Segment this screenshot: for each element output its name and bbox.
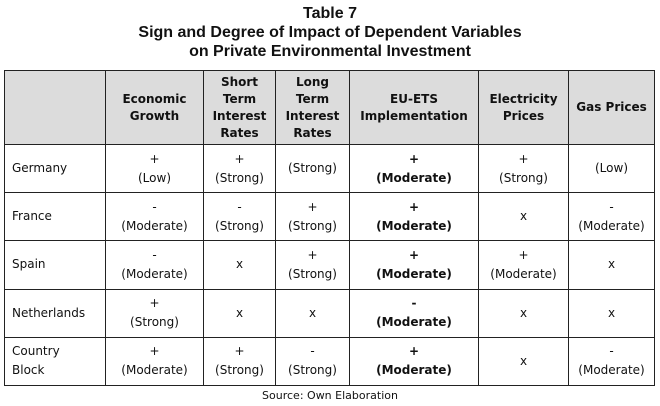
impact-sign: + bbox=[234, 344, 245, 359]
column-header-line: Rates bbox=[220, 125, 259, 140]
table-row bbox=[5, 289, 655, 337]
table-cell bbox=[106, 241, 204, 289]
column-header-line: Economic bbox=[122, 91, 187, 106]
impact-sign: - bbox=[152, 247, 157, 262]
row-header bbox=[5, 193, 106, 241]
table-row bbox=[5, 337, 655, 385]
table-number: Table 7 bbox=[303, 5, 357, 22]
column-header-line: Long bbox=[295, 74, 330, 89]
impact-degree: (Moderate) bbox=[376, 266, 452, 281]
impact-sign: x bbox=[235, 305, 244, 320]
impact-sign: + bbox=[408, 151, 420, 166]
table-cell bbox=[569, 289, 655, 337]
impact-sign: x bbox=[607, 305, 616, 320]
table-cell bbox=[276, 193, 350, 241]
impact-degree: (Moderate) bbox=[578, 218, 645, 233]
table-cell bbox=[569, 241, 655, 289]
source-note: Source: Own Elaboration bbox=[262, 389, 398, 402]
column-header bbox=[569, 71, 655, 145]
table-caption-line-1: Sign and Degree of Impact of Dependent Variables bbox=[138, 24, 522, 41]
row-header-line: Country bbox=[12, 344, 60, 359]
column-header-line: Prices bbox=[502, 108, 545, 123]
table-cell bbox=[106, 337, 204, 385]
table-title bbox=[0, 4, 660, 61]
row-header bbox=[5, 337, 106, 385]
table-cell bbox=[350, 145, 479, 193]
table-cell bbox=[350, 193, 479, 241]
table-header bbox=[5, 71, 655, 145]
impact-sign: - bbox=[609, 344, 614, 359]
table-cell bbox=[106, 145, 204, 193]
impact-sign: + bbox=[408, 247, 420, 262]
impact-degree: (Moderate) bbox=[376, 315, 452, 330]
impact-sign: - bbox=[310, 344, 315, 359]
impact-degree: (Moderate) bbox=[376, 363, 452, 378]
impact-sign: x bbox=[607, 257, 616, 272]
impact-degree: (Strong) bbox=[288, 218, 337, 233]
table-row bbox=[5, 193, 655, 241]
impact-sign: + bbox=[307, 247, 318, 262]
header-row bbox=[5, 71, 655, 145]
impact-degree: (Moderate) bbox=[121, 363, 188, 378]
table-cell bbox=[204, 145, 276, 193]
column-header-line: Term bbox=[295, 91, 330, 106]
impact-sign: - bbox=[237, 199, 242, 214]
impact-degree: (Strong) bbox=[288, 161, 337, 176]
table-cell bbox=[276, 289, 350, 337]
table-cell bbox=[479, 193, 569, 241]
table-cell bbox=[106, 289, 204, 337]
impact-sign: + bbox=[234, 151, 245, 166]
impact-table bbox=[4, 70, 655, 386]
column-header bbox=[106, 71, 204, 145]
impact-sign: + bbox=[518, 151, 529, 166]
impact-sign: + bbox=[408, 344, 420, 359]
row-header-line: Spain bbox=[12, 257, 46, 272]
impact-sign: + bbox=[307, 199, 318, 214]
impact-degree: (Moderate) bbox=[578, 363, 645, 378]
impact-degree: (Strong) bbox=[288, 363, 337, 378]
row-header-line: Netherlands bbox=[12, 305, 86, 320]
table-cell bbox=[204, 241, 276, 289]
table-cell bbox=[204, 193, 276, 241]
impact-degree: (Strong) bbox=[215, 218, 264, 233]
column-header-line: EU-ETS bbox=[390, 91, 438, 106]
row-header bbox=[5, 241, 106, 289]
impact-degree: (Strong) bbox=[288, 266, 337, 281]
column-header-line: Implementation bbox=[360, 108, 468, 123]
impact-sign: x bbox=[519, 353, 528, 368]
table-cell bbox=[276, 241, 350, 289]
impact-degree: (Strong) bbox=[499, 170, 548, 185]
table-cell bbox=[569, 337, 655, 385]
impact-degree: (Strong) bbox=[130, 315, 179, 330]
row-header-line: Germany bbox=[12, 161, 68, 176]
impact-sign: + bbox=[149, 344, 160, 359]
impact-degree: (Moderate) bbox=[121, 218, 188, 233]
table-caption-line-2: on Private Environmental Investment bbox=[189, 43, 471, 60]
table-cell bbox=[350, 289, 479, 337]
table-cell bbox=[204, 289, 276, 337]
table-cell bbox=[479, 337, 569, 385]
impact-sign: x bbox=[519, 209, 528, 224]
row-header bbox=[5, 145, 106, 193]
column-header-line: Term bbox=[222, 91, 257, 106]
table-cell bbox=[479, 241, 569, 289]
impact-sign: - bbox=[609, 199, 614, 214]
column-header-line: Short bbox=[220, 74, 259, 89]
column-header-line: Gas Prices bbox=[576, 100, 647, 114]
impact-sign: x bbox=[308, 305, 317, 320]
impact-sign: - bbox=[411, 296, 417, 311]
table-cell bbox=[569, 193, 655, 241]
table-cell bbox=[350, 241, 479, 289]
impact-degree: (Strong) bbox=[215, 170, 264, 185]
column-header bbox=[350, 71, 479, 145]
table-cell bbox=[569, 145, 655, 193]
table-cell bbox=[479, 289, 569, 337]
row-header-line: Block bbox=[12, 363, 45, 378]
impact-degree: (Low) bbox=[595, 161, 628, 176]
table-cell bbox=[350, 337, 479, 385]
impact-degree: (Moderate) bbox=[376, 218, 452, 233]
impact-sign: + bbox=[408, 199, 420, 214]
impact-sign: + bbox=[518, 247, 529, 262]
table-body bbox=[5, 145, 655, 386]
impact-sign: x bbox=[519, 305, 528, 320]
impact-degree: (Moderate) bbox=[490, 266, 557, 281]
column-header-line: Interest bbox=[285, 108, 340, 123]
table-row bbox=[5, 241, 655, 289]
table-cell bbox=[276, 337, 350, 385]
column-header bbox=[204, 71, 276, 145]
column-header bbox=[479, 71, 569, 145]
impact-sign: - bbox=[152, 199, 157, 214]
column-header-line: Rates bbox=[293, 125, 332, 140]
table-cell bbox=[479, 145, 569, 193]
table-row bbox=[5, 145, 655, 193]
table-cell bbox=[204, 337, 276, 385]
column-header-line: Growth bbox=[129, 108, 180, 123]
row-header-line: France bbox=[12, 209, 52, 224]
impact-degree: (Moderate) bbox=[121, 266, 188, 281]
column-header bbox=[276, 71, 350, 145]
table-cell bbox=[276, 145, 350, 193]
header-corner bbox=[5, 71, 106, 145]
impact-degree: (Low) bbox=[138, 170, 171, 185]
impact-sign: x bbox=[235, 257, 244, 272]
table-cell bbox=[106, 193, 204, 241]
impact-degree: (Strong) bbox=[215, 363, 264, 378]
column-header-line: Interest bbox=[212, 108, 267, 123]
impact-degree: (Moderate) bbox=[376, 170, 452, 185]
impact-sign: + bbox=[149, 296, 160, 311]
column-header-line: Electricity bbox=[489, 91, 558, 106]
row-header bbox=[5, 289, 106, 337]
impact-sign: + bbox=[149, 151, 160, 166]
